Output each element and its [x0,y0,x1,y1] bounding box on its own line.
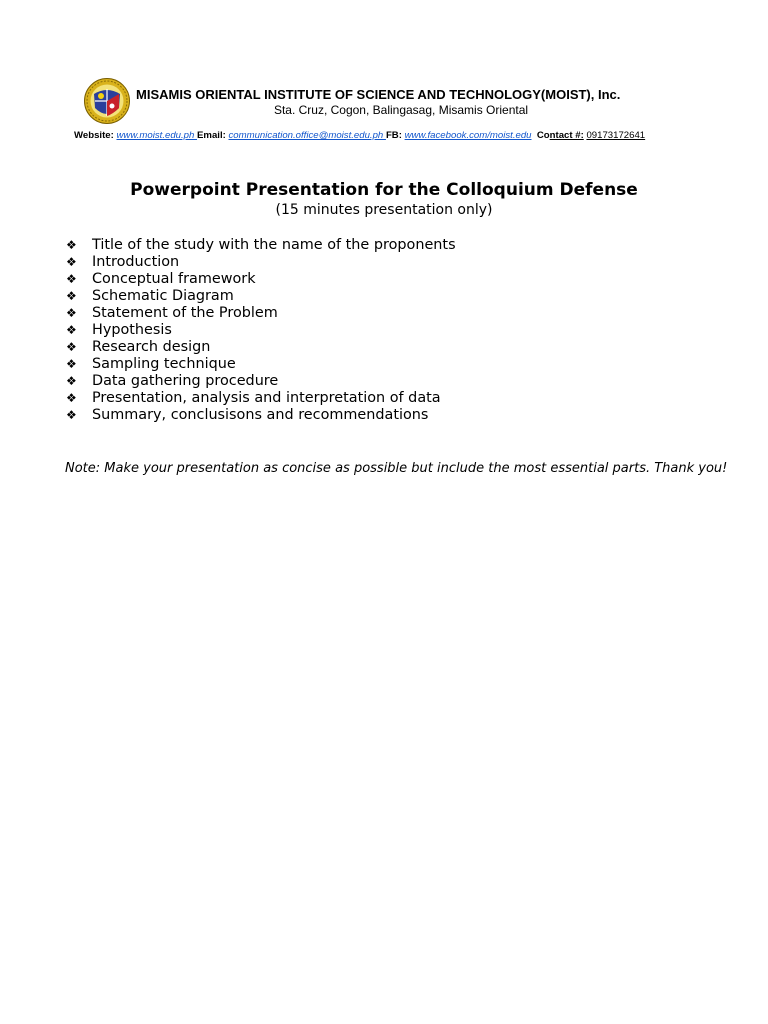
list-item-text: Conceptual framework [92,271,256,287]
list-item [66,322,456,339]
list-item-text: Summary, conclusisons and recommendations [92,407,429,423]
diamond-bullet-icon: ❖ [66,272,77,286]
diamond-bullet-icon: ❖ [66,323,77,337]
list-item-text: Presentation, analysis and interpretation of data [92,390,441,406]
list-item-text: Data gathering procedure [92,373,279,389]
closing-note: Note: Make your presentation as concise as possible but include the most essential parts. Thank you! [65,461,728,476]
list-item [66,237,456,254]
diamond-bullet-icon: ❖ [66,391,77,405]
list-item [66,305,456,322]
website-label: Website: [74,130,114,141]
institution-address: Sta. Cruz, Cogon, Balingasag, Misamis Oriental [273,103,529,117]
list-item [66,271,456,288]
diamond-bullet-icon: ❖ [66,306,77,320]
website-link[interactable]: www.moist.edu.ph [116,130,198,141]
requirements-list [66,237,456,424]
list-item-text: Title of the study with the name of the proponents [92,237,456,253]
diamond-bullet-icon: ❖ [66,255,77,269]
diamond-bullet-icon: ❖ [66,289,77,303]
list-item-text: Introduction [92,254,180,270]
list-item-text: Schematic Diagram [92,288,234,304]
list-item-text: Statement of the Problem [92,305,278,321]
document-title: Powerpoint Presentation for the Colloquium Defense [130,180,638,200]
list-item [66,254,456,271]
diamond-bullet-icon: ❖ [66,374,77,388]
list-item [66,373,456,390]
document-subtitle: (15 minutes presentation only) [275,202,493,218]
fb-label: FB: [385,130,402,141]
phone-number: 09173172641 [586,130,646,141]
list-item-text: Research design [92,339,211,355]
list-item [66,339,456,356]
facebook-link[interactable]: www.facebook.com/moist.edu [404,130,532,141]
email-link[interactable]: communication.office@moist.edu.ph [228,130,386,141]
list-item-text: Sampling technique [92,356,236,372]
list-item [66,407,456,424]
contact-label-rest: ntact #: [549,130,584,141]
contact-line [74,130,645,141]
list-item [66,288,456,305]
diamond-bullet-icon: ❖ [66,238,77,252]
email-label: Email: [197,130,226,141]
diamond-bullet-icon: ❖ [66,340,77,354]
list-item [66,390,456,407]
school-seal-icon [84,78,130,124]
institution-name: MISAMIS ORIENTAL INSTITUTE OF SCIENCE AND TECHNOLOGY(MOIST), Inc. [136,87,621,102]
contact-label [537,130,584,141]
list-item [66,356,456,373]
list-item-text: Hypothesis [92,322,172,338]
contact-label-prefix: Co [536,130,550,141]
diamond-bullet-icon: ❖ [66,357,77,371]
letterhead [0,78,768,124]
diamond-bullet-icon: ❖ [66,408,77,422]
